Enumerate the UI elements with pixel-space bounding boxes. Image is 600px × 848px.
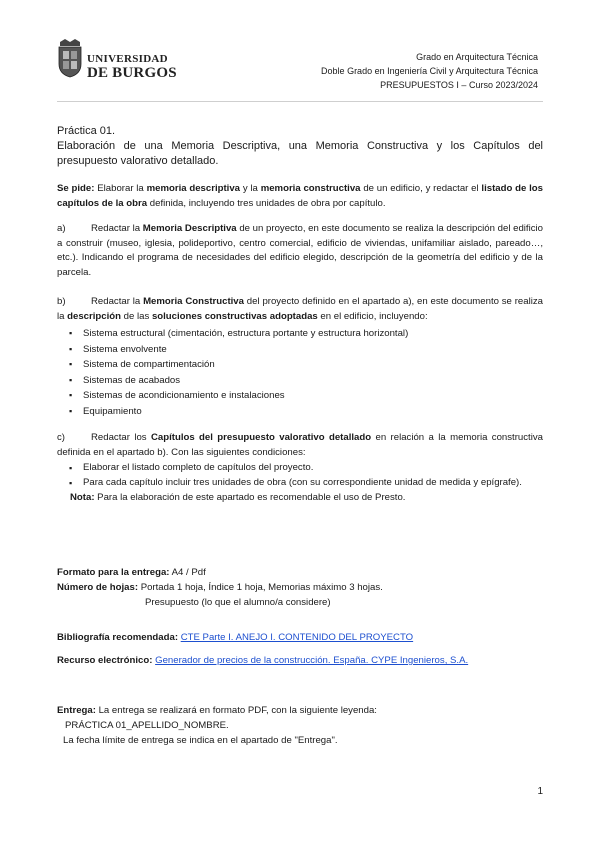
intro-text: Elaborar la [94,183,147,194]
section-c-bold: Capítulos del presupuesto valorativo detallado [150,432,372,443]
submission-block [57,703,543,748]
submission-filename: PRÁCTICA 01_APELLIDO_NOMBRE. [65,720,229,731]
title-line3: presupuesto valorativo detallado. [57,155,219,167]
section-b-bold: Memoria Constructiva [143,296,244,307]
section-c-text: en relación a la memoria constructiva definida en el apartado b). Con las siguientes condiciones: [57,432,543,458]
note-label: Nota: [70,492,95,503]
section-b [57,295,543,419]
intro-bold: memoria descriptiva [146,183,241,194]
pages-label: Número de hojas: [57,582,139,593]
logo-wordmark [87,54,177,81]
list-item: ▪ Elaborar el listado completo de capítulos del proyecto. [83,461,543,476]
format-line [57,565,543,580]
page-title [57,124,543,169]
intro-text: de un edificio, y redactar el [360,183,482,194]
bibliography-line [57,631,543,646]
submission-text: La entrega se realizará en formato PDF, con la siguiente leyenda: [95,705,377,716]
section-b-text: de las [121,310,152,322]
header-double-degree: Doble Grado en Ingeniería Civil y Arquitectura Técnica [321,66,538,76]
section-c-paragraph [57,431,543,460]
header-subject: PRESUPUESTOS I – Curso 2023/2024 [380,80,538,90]
delivery-format-block [57,565,543,610]
header-divider [57,101,543,102]
university-logo [57,38,187,82]
section-b-text: en el edificio, incluyendo: [317,310,428,322]
section-b-paragraph [57,295,543,324]
section-c [57,431,543,506]
section-a-bold: Memoria Descriptiva [142,223,237,234]
list-item: ▪ Sistema envolvente [83,342,543,358]
section-c-text: Redactar los [91,432,151,443]
list-item: ▪ Para cada capítulo incluir tres unidades de obra (con su correspondiente unidad de medida y epígrafe). [83,476,543,491]
bibliography-label: Bibliografía recomendada: [57,632,179,643]
section-a [57,222,543,280]
section-b-bold: soluciones constructivas adoptadas [151,310,318,322]
pages-line2: Presupuesto (lo que el alumno/a considere) [145,597,331,608]
submission-deadline: La fecha límite de entrega se indica en el apartado de "Entrega". [63,735,338,746]
section-b-list [57,326,543,419]
bibliography-link[interactable]: CTE Parte I. ANEJO I. CONTENIDO DEL PROYECTO [180,632,414,643]
section-c-list [57,461,543,490]
section-b-text: del proyecto definido en el apartado a), en este documento se realiza la [57,296,543,322]
format-label: Formato para la entrega: [57,567,170,578]
header-course-info [321,50,538,92]
section-a-text: Redactar la [91,223,143,234]
section-b-label: b) [57,296,66,307]
intro-paragraph [57,182,543,211]
format-value: A4 / Pdf [169,567,206,578]
logo-line2: DE BURGOS [87,65,177,81]
pages-line [57,580,543,595]
section-a-label: a) [57,223,66,234]
list-item: ▪ Sistemas de acondicionamiento e instalaciones [83,388,543,404]
submission-line [57,703,543,718]
list-item: ▪ Sistema de compartimentación [83,357,543,373]
title-line1: Práctica 01. [57,125,116,137]
list-item: ▪ Equipamiento [83,404,543,420]
section-a-text: de un proyecto, en este documento se realiza la descripción del edificio a construir (museo, iglesia, polideportivo, centro comercial, edificio de viviendas, unifamiliar aislado, pareado…, etc.). Indicando el programa de necesidades del edificio elegido, descripción de la geometría del edificio y de la parcela. [57,223,543,278]
section-c-note [57,491,543,506]
page-number: 1 [537,786,543,797]
section-b-bold: descripción [67,310,121,322]
list-item: ▪ Sistema estructural (cimentación, estructura portante y estructura horizontal) [83,326,543,342]
intro-bold: listado de los capítulos de la obra [57,183,543,209]
note-text: Para la elaboración de este apartado es recomendable el uso de Presto. [94,492,406,503]
resource-label: Recurso electrónico: [57,655,153,666]
submission-label: Entrega: [57,705,96,716]
section-b-text: Redactar la [91,296,144,307]
section-c-label: c) [57,432,65,443]
resource-line [57,654,543,669]
logo-line1: UNIVERSIDAD [87,53,168,65]
intro-text: y la [240,183,261,194]
pages-value: Portada 1 hoja, Índice 1 hoja, Memorias máximo 3 hojas. [138,582,383,593]
crest-icon [57,38,83,78]
title-line2: Elaboración de una Memoria Descriptiva, una Memoria Constructiva y los Capítulos del [57,140,543,152]
list-item: ▪ Sistemas de acabados [83,373,543,389]
resource-link[interactable]: Generador de precios de la construcción. España. CYPE Ingenieros, S.A. [155,655,469,666]
intro-text: definida, incluyendo tres unidades de obra por capítulo. [147,197,386,209]
intro-bold: memoria constructiva [260,183,361,194]
header-degree: Grado en Arquitectura Técnica [416,52,538,62]
intro-lead: Se pide: [57,183,95,194]
